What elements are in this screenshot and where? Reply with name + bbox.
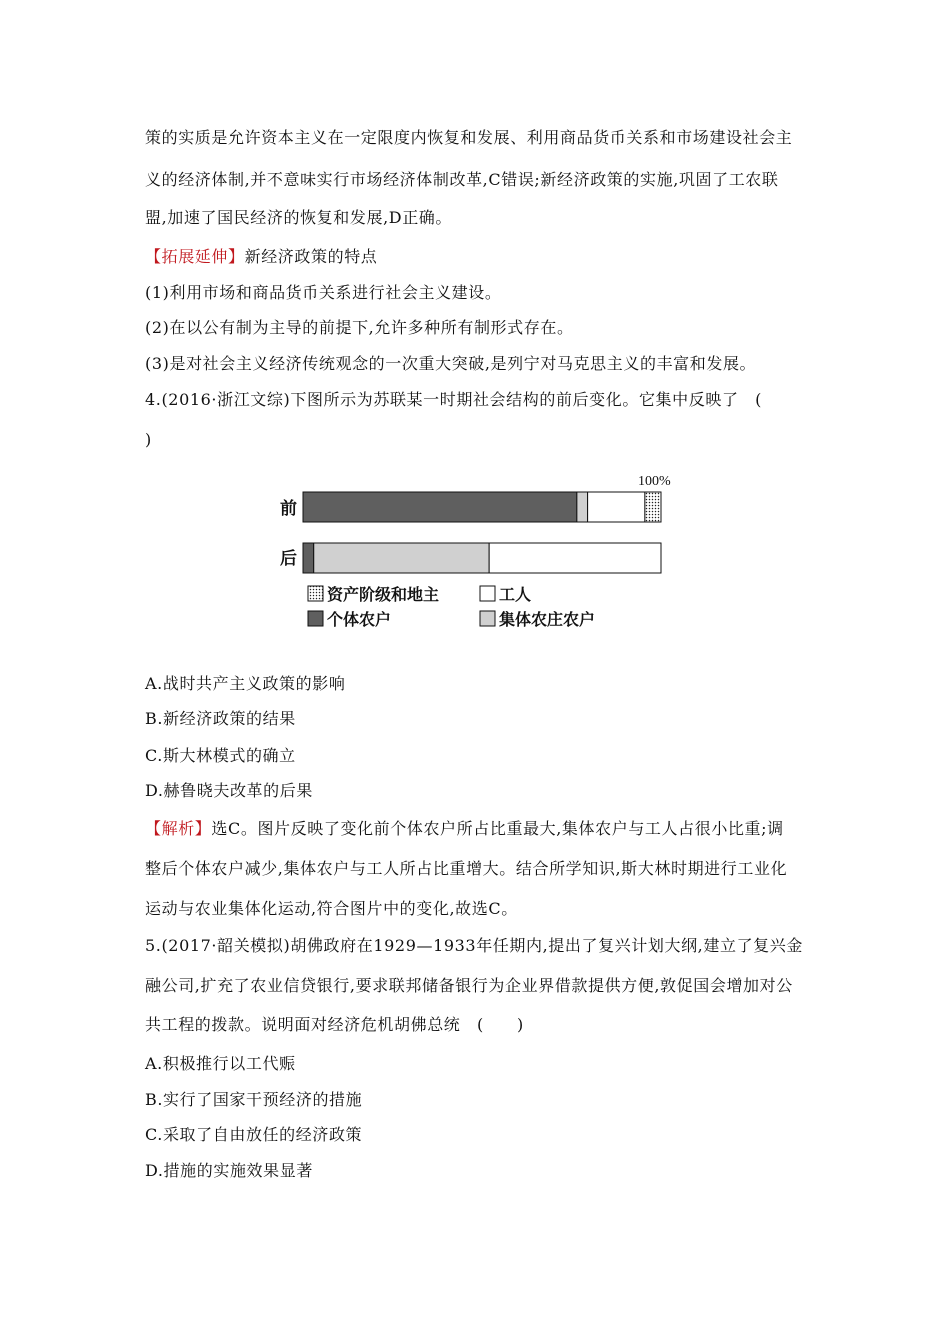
option-d: D.措施的实施效果显著 bbox=[145, 1161, 313, 1180]
option-a: A.积极推行以工代赈 bbox=[145, 1054, 296, 1073]
legend-label-collective-farmers: 集体农庄农户 bbox=[499, 610, 596, 629]
analysis-line bbox=[145, 819, 784, 839]
extension-item: (2)在以公有制为主导的前提下,允许多种所有制形式存在。 bbox=[145, 318, 574, 337]
option-b: B.新经济政策的结果 bbox=[145, 709, 296, 728]
option-c: C.斯大林模式的确立 bbox=[145, 746, 296, 765]
social-structure-chart bbox=[270, 465, 690, 635]
option-a: A.战时共产主义政策的影响 bbox=[145, 674, 346, 693]
extension-tag: 【拓展延伸】 bbox=[145, 247, 245, 266]
bar-segment-after-collective-farmers bbox=[314, 543, 489, 573]
paragraph-line: 策的实质是允许资本主义在一定限度内恢复和发展、利用商品货币关系和市场建设社会主 bbox=[145, 128, 793, 147]
legend-label-individual-farmers: 个体农户 bbox=[327, 610, 392, 629]
paragraph-line: 义的经济体制,并不意味实行市场经济体制改革,C错误;新经济政策的实施,巩固了工农联 bbox=[145, 170, 779, 189]
analysis-line: 整后个体农户减少,集体农户与工人所占比重增大。结合所学知识,斯大林时期进行工业化 bbox=[145, 859, 788, 878]
legend-swatch-individual-farmers bbox=[308, 611, 323, 626]
bar-segment-before-individual-farmers bbox=[303, 492, 577, 522]
question-stem: 4.(2016·浙江文综)下图所示为苏联某一时期社会结构的前后变化。它集中反映了 ( bbox=[145, 390, 762, 409]
extension-item: (3)是对社会主义经济传统观念的一次重大突破,是列宁对马克思主义的丰富和发展。 bbox=[145, 354, 757, 373]
legend-swatch-bourgeoisie bbox=[308, 586, 323, 601]
bar-segment-after-workers bbox=[489, 543, 661, 573]
chart-annotation: 100% bbox=[638, 474, 671, 489]
legend-label-bourgeoisie: 资产阶级和地主 bbox=[327, 585, 440, 604]
bar-segment-before-bourgeoisie bbox=[645, 492, 661, 522]
analysis-tag: 【解析】 bbox=[145, 819, 212, 838]
paragraph-line: 盟,加速了国民经济的恢复和发展,D正确。 bbox=[145, 208, 453, 227]
row-label-before: 前 bbox=[280, 499, 297, 519]
extension-title: 新经济政策的特点 bbox=[244, 247, 378, 266]
extension-heading bbox=[145, 247, 377, 267]
bar-segment-before-workers bbox=[588, 492, 645, 522]
question-stem: 5.(2017·韶关模拟)胡佛政府在1929—1933年任期内,提出了复兴计划大纲,建立了复兴金 bbox=[145, 936, 803, 955]
option-c: C.采取了自由放任的经济政策 bbox=[145, 1125, 363, 1144]
bar-segments bbox=[303, 492, 661, 573]
question-stem: 共工程的拨款。说明面对经济危机胡佛总统 ( ) bbox=[145, 1015, 524, 1034]
analysis-line: 运动与农业集体化运动,符合图片中的变化,故选C。 bbox=[145, 899, 518, 918]
legend-swatch-workers bbox=[480, 586, 495, 601]
bar-segment-after-individual-farmers bbox=[303, 543, 314, 573]
legend bbox=[308, 585, 595, 629]
legend-swatch-collective-farmers bbox=[480, 611, 495, 626]
legend-label-workers: 工人 bbox=[499, 585, 532, 604]
option-d: D.赫鲁晓夫改革的后果 bbox=[145, 781, 313, 800]
bar-segment-before-collective-farmers bbox=[577, 492, 588, 522]
question-stem: ) bbox=[145, 430, 152, 449]
option-b: B.实行了国家干预经济的措施 bbox=[145, 1090, 363, 1109]
row-label-after: 后 bbox=[280, 549, 297, 569]
question-stem: 融公司,扩充了农业信贷银行,要求联邦储备银行为企业界借款提供方便,敦促国会增加对公 bbox=[145, 976, 793, 995]
extension-item: (1)利用市场和商品货币关系进行社会主义建设。 bbox=[145, 283, 502, 302]
analysis-text: 选C。图片反映了变化前个体农户所占比重最大,集体农户与工人占很小比重;调 bbox=[211, 819, 784, 838]
